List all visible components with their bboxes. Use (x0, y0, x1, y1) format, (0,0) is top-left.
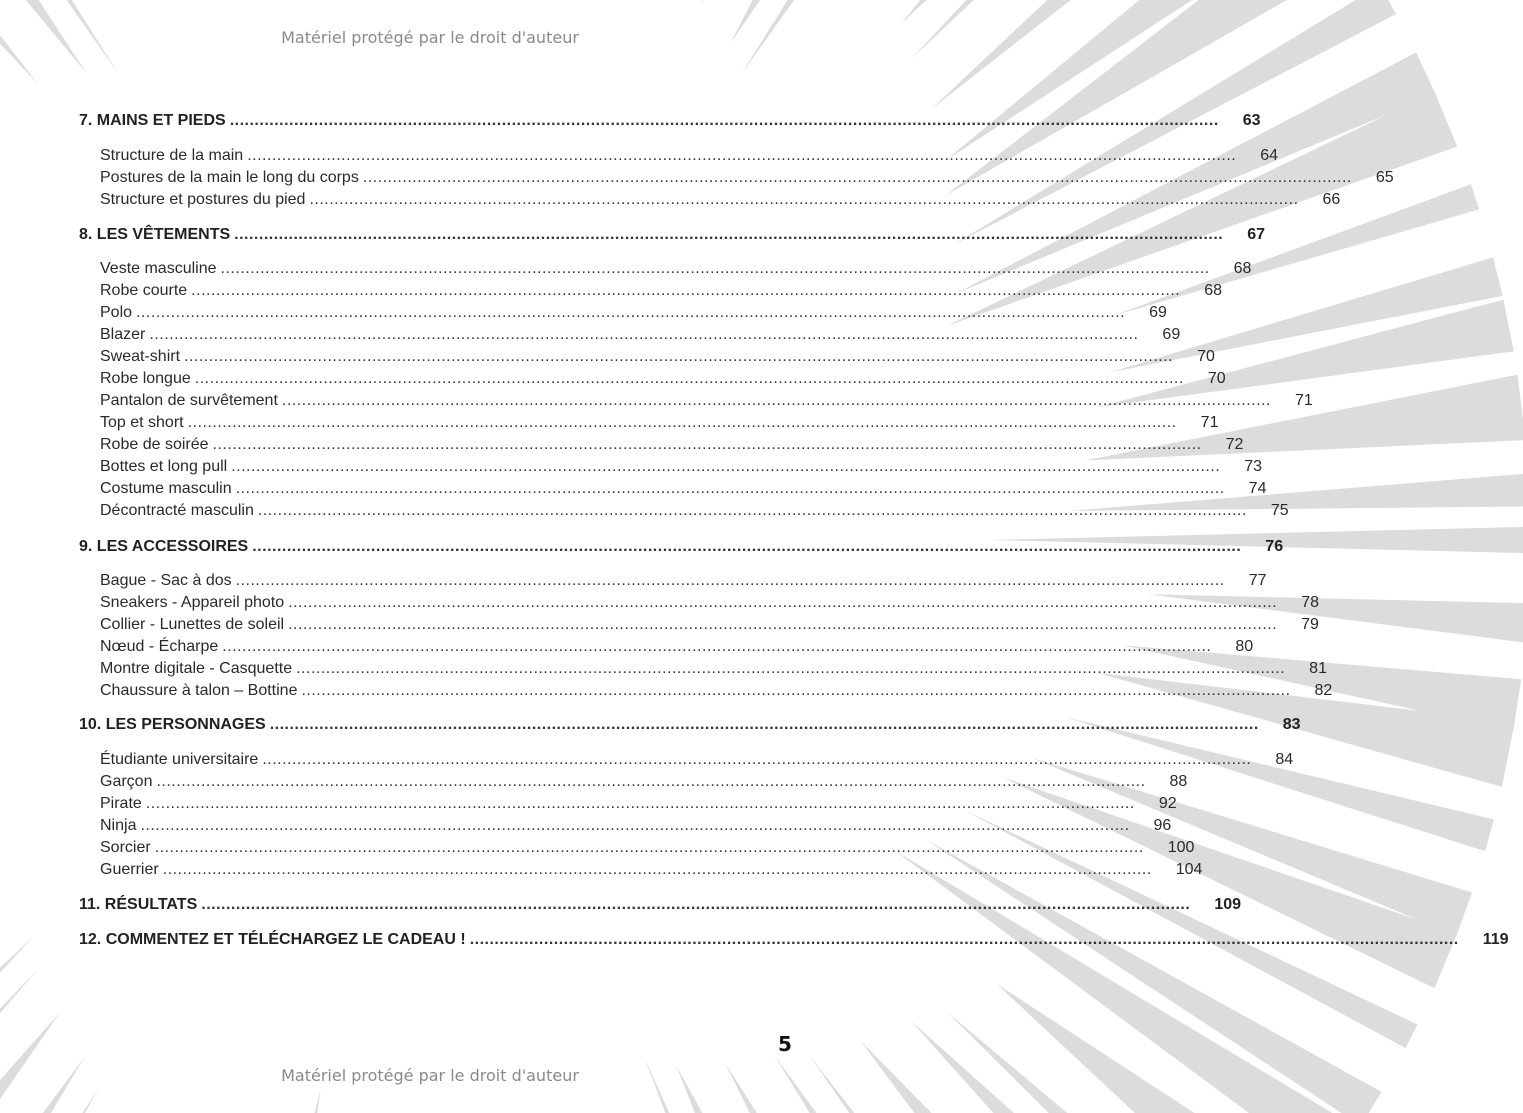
toc-chapter-title: 9. LES ACCESSOIRES (79, 538, 249, 555)
toc-leader-dots: ........................................................................................................................................................................................................ (247, 147, 1237, 164)
toc-page-number: 66 (1322, 191, 1341, 208)
toc-leader-dots: ........................................................................................................................................................................................................ (235, 572, 1225, 589)
toc-page-number: 100 (1167, 839, 1195, 856)
toc-entry-title: Structure de la main (100, 147, 244, 164)
toc-page-number: 80 (1235, 638, 1254, 655)
toc-entry-title: Sweat-shirt (100, 348, 181, 365)
toc-entry-row (100, 168, 1394, 188)
toc-entry-row (100, 501, 1289, 521)
toc-leader-dots: ........................................................................................................................................................................................................ (235, 480, 1225, 497)
toc-entry-title: Montre digitale - Casquette (100, 660, 293, 677)
toc-entry-row (100, 838, 1195, 858)
toc-entry-title: Blazer (100, 326, 146, 343)
toc-entry-row (100, 325, 1181, 345)
toc-entry-row (100, 479, 1267, 499)
toc-entry-title: Bottes et long pull (100, 458, 228, 475)
toc-entry-row (100, 259, 1252, 279)
toc-page-number: 104 (1175, 861, 1203, 878)
toc-entry-title: Chaussure à talon – Bottine (100, 682, 298, 699)
toc-page-number: 65 (1375, 169, 1394, 186)
toc-entry-title: Garçon (100, 773, 153, 790)
toc-entry-row (100, 816, 1172, 836)
toc-chapter-row (79, 930, 1509, 950)
toc-page-number: 79 (1301, 616, 1319, 633)
toc-page-number: 75 (1270, 502, 1289, 519)
toc-leader-dots: ........................................................................................................................................................................................................ (201, 896, 1191, 913)
toc-page-number: 76 (1265, 538, 1284, 555)
toc-entry-row (100, 457, 1263, 477)
toc-leader-dots: ........................................................................................................................................................................................................ (469, 931, 1459, 948)
toc-entry-title: Ninja (100, 817, 137, 834)
toc-entry-row (100, 281, 1223, 301)
toc-entry-row (100, 303, 1167, 323)
toc-leader-dots: ........................................................................................................................................................................................................ (191, 282, 1181, 299)
toc-leader-dots: ........................................................................................................................................................................................................ (301, 682, 1291, 699)
toc-chapter-title: 8. LES VÊTEMENTS (79, 226, 231, 243)
toc-entry-title: Robe courte (100, 282, 188, 299)
toc-page-number: 70 (1207, 370, 1226, 387)
toc-entry-title: Top et short (100, 414, 184, 431)
toc-leader-dots: ........................................................................................................................................................................................................ (229, 112, 1219, 129)
toc-entry-row (100, 681, 1333, 701)
toc-entry-row (100, 146, 1279, 166)
toc-chapter-row (79, 537, 1284, 557)
toc-page-number: 73 (1244, 458, 1263, 475)
toc-entry-row (100, 347, 1215, 367)
toc-page-number: 92 (1158, 795, 1177, 812)
toc-page-number: 88 (1169, 773, 1188, 790)
toc-entry-row (100, 593, 1319, 613)
toc-entry-title: Sneakers - Appareil photo (100, 594, 285, 611)
toc-page-number: 119 (1482, 931, 1509, 948)
toc-entry-title: Robe de soirée (100, 436, 209, 453)
toc-entry-title: Nœud - Écharpe (100, 638, 219, 655)
toc-leader-dots: ........................................................................................................................................................................................................ (234, 226, 1224, 243)
toc-leader-dots: ........................................................................................................................................................................................................ (220, 260, 1210, 277)
toc-chapter-title: 7. MAINS ET PIEDS (79, 112, 226, 129)
toc-leader-dots: ........................................................................................................................................................................................................ (262, 751, 1252, 768)
toc-chapter-title: 11. RÉSULTATS (79, 896, 198, 913)
toc-page-number: 78 (1301, 594, 1319, 611)
toc-entry-row (100, 637, 1254, 657)
toc-page-number: 96 (1153, 817, 1172, 834)
toc-entry-title: Polo (100, 304, 133, 321)
toc-page-number: 69 (1149, 304, 1167, 321)
toc-page-number: 71 (1294, 392, 1313, 409)
toc-entry-row (100, 615, 1319, 635)
toc-entry-title: Veste masculine (100, 260, 217, 277)
toc-entry-title: Costume masculin (100, 480, 232, 497)
toc-page-number: 67 (1247, 226, 1265, 243)
toc-entry-row (100, 772, 1188, 792)
toc-leader-dots: ........................................................................................................................................................................................................ (145, 795, 1135, 812)
toc-leader-dots: ........................................................................................................................................................................................................ (194, 370, 1184, 387)
toc-entry-title: Postures de la main le long du corps (100, 169, 359, 186)
toc-page-number: 68 (1204, 282, 1223, 299)
toc-page-number: 82 (1314, 682, 1333, 699)
toc-leader-dots: ........................................................................................................................................................................................................ (156, 773, 1146, 790)
toc-page-number: 71 (1200, 414, 1219, 431)
toc-entry-row (100, 860, 1203, 880)
toc-leader-dots: ........................................................................................................................................................................................................ (184, 348, 1174, 365)
toc-entry-row (100, 659, 1327, 679)
page-number: 5 (778, 1032, 792, 1056)
toc-page-number: 64 (1260, 147, 1279, 164)
toc-leader-dots: ........................................................................................................................................................................................................ (252, 538, 1242, 555)
toc-entry-row (100, 369, 1226, 389)
toc-leader-dots: ........................................................................................................................................................................................................ (288, 594, 1278, 611)
toc-leader-dots: ........................................................................................................................................................................................................ (309, 191, 1299, 208)
copyright-watermark-top: Matériel protégé par le droit d'auteur (281, 28, 579, 47)
toc-entry-title: Bague - Sac à dos (100, 572, 232, 589)
toc-entry-title: Étudiante universitaire (100, 751, 259, 768)
toc-entry-row (100, 391, 1313, 411)
toc-leader-dots: ........................................................................................................................................................................................................ (269, 716, 1259, 733)
toc-leader-dots: ........................................................................................................................................................................................................ (149, 326, 1139, 343)
toc-entry-title: Pantalon de survêtement (100, 392, 278, 409)
toc-page-number: 109 (1214, 896, 1242, 913)
toc-page-number: 81 (1309, 660, 1327, 677)
toc-page-number: 74 (1248, 480, 1267, 497)
toc-entry-title: Structure et postures du pied (100, 191, 306, 208)
toc-leader-dots: ........................................................................................................................................................................................................ (257, 502, 1247, 519)
toc-leader-dots: ........................................................................................................................................................................................................ (288, 616, 1278, 633)
toc-leader-dots: ........................................................................................................................................................................................................ (154, 839, 1144, 856)
toc-entry-row (100, 794, 1177, 814)
toc-leader-dots: ........................................................................................................................................................................................................ (187, 414, 1177, 431)
toc-page-number: 72 (1225, 436, 1244, 453)
toc-chapter-title: 12. COMMENTEZ ET TÉLÉCHARGEZ LE CADEAU ! (79, 931, 466, 948)
toc-entry-row (100, 435, 1244, 455)
toc-leader-dots: ........................................................................................................................................................................................................ (222, 638, 1212, 655)
toc-leader-dots: ........................................................................................................................................................................................................ (140, 817, 1130, 834)
toc-entry-title: Guerrier (100, 861, 159, 878)
copyright-watermark-bottom: Matériel protégé par le droit d'auteur (281, 1066, 579, 1085)
toc-entry-title: Décontracté masculin (100, 502, 254, 519)
toc-leader-dots: ........................................................................................................................................................................................................ (231, 458, 1221, 475)
toc-page-number: 77 (1248, 572, 1267, 589)
toc-page-number: 68 (1233, 260, 1252, 277)
toc-chapter-row (79, 895, 1242, 915)
toc-entry-title: Robe longue (100, 370, 191, 387)
toc-leader-dots: ........................................................................................................................................................................................................ (362, 169, 1352, 186)
toc-page-number: 83 (1282, 716, 1301, 733)
toc-page-number: 70 (1197, 348, 1215, 365)
toc-entry-row (100, 750, 1294, 770)
toc-entry-title: Sorcier (100, 839, 151, 856)
toc-leader-dots: ........................................................................................................................................................................................................ (162, 861, 1152, 878)
toc-entry-row (100, 571, 1267, 591)
toc-leader-dots: ........................................................................................................................................................................................................ (281, 392, 1271, 409)
toc-page-number: 63 (1242, 112, 1261, 129)
toc-page-number: 69 (1162, 326, 1181, 343)
toc-chapter-row (79, 111, 1261, 131)
toc-chapter-row (79, 715, 1301, 735)
toc-chapter-row (79, 225, 1265, 245)
toc-entry-title: Collier - Lunettes de soleil (100, 616, 285, 633)
toc-chapter-title: 10. LES PERSONNAGES (79, 716, 266, 733)
toc-leader-dots: ........................................................................................................................................................................................................ (212, 436, 1202, 453)
toc-entry-row (100, 413, 1219, 433)
toc-page-number: 84 (1275, 751, 1294, 768)
toc-leader-dots: ........................................................................................................................................................................................................ (296, 660, 1286, 677)
toc-entry-title: Pirate (100, 795, 142, 812)
toc-leader-dots: ........................................................................................................................................................................................................ (136, 304, 1126, 321)
toc-entry-row (100, 190, 1341, 210)
